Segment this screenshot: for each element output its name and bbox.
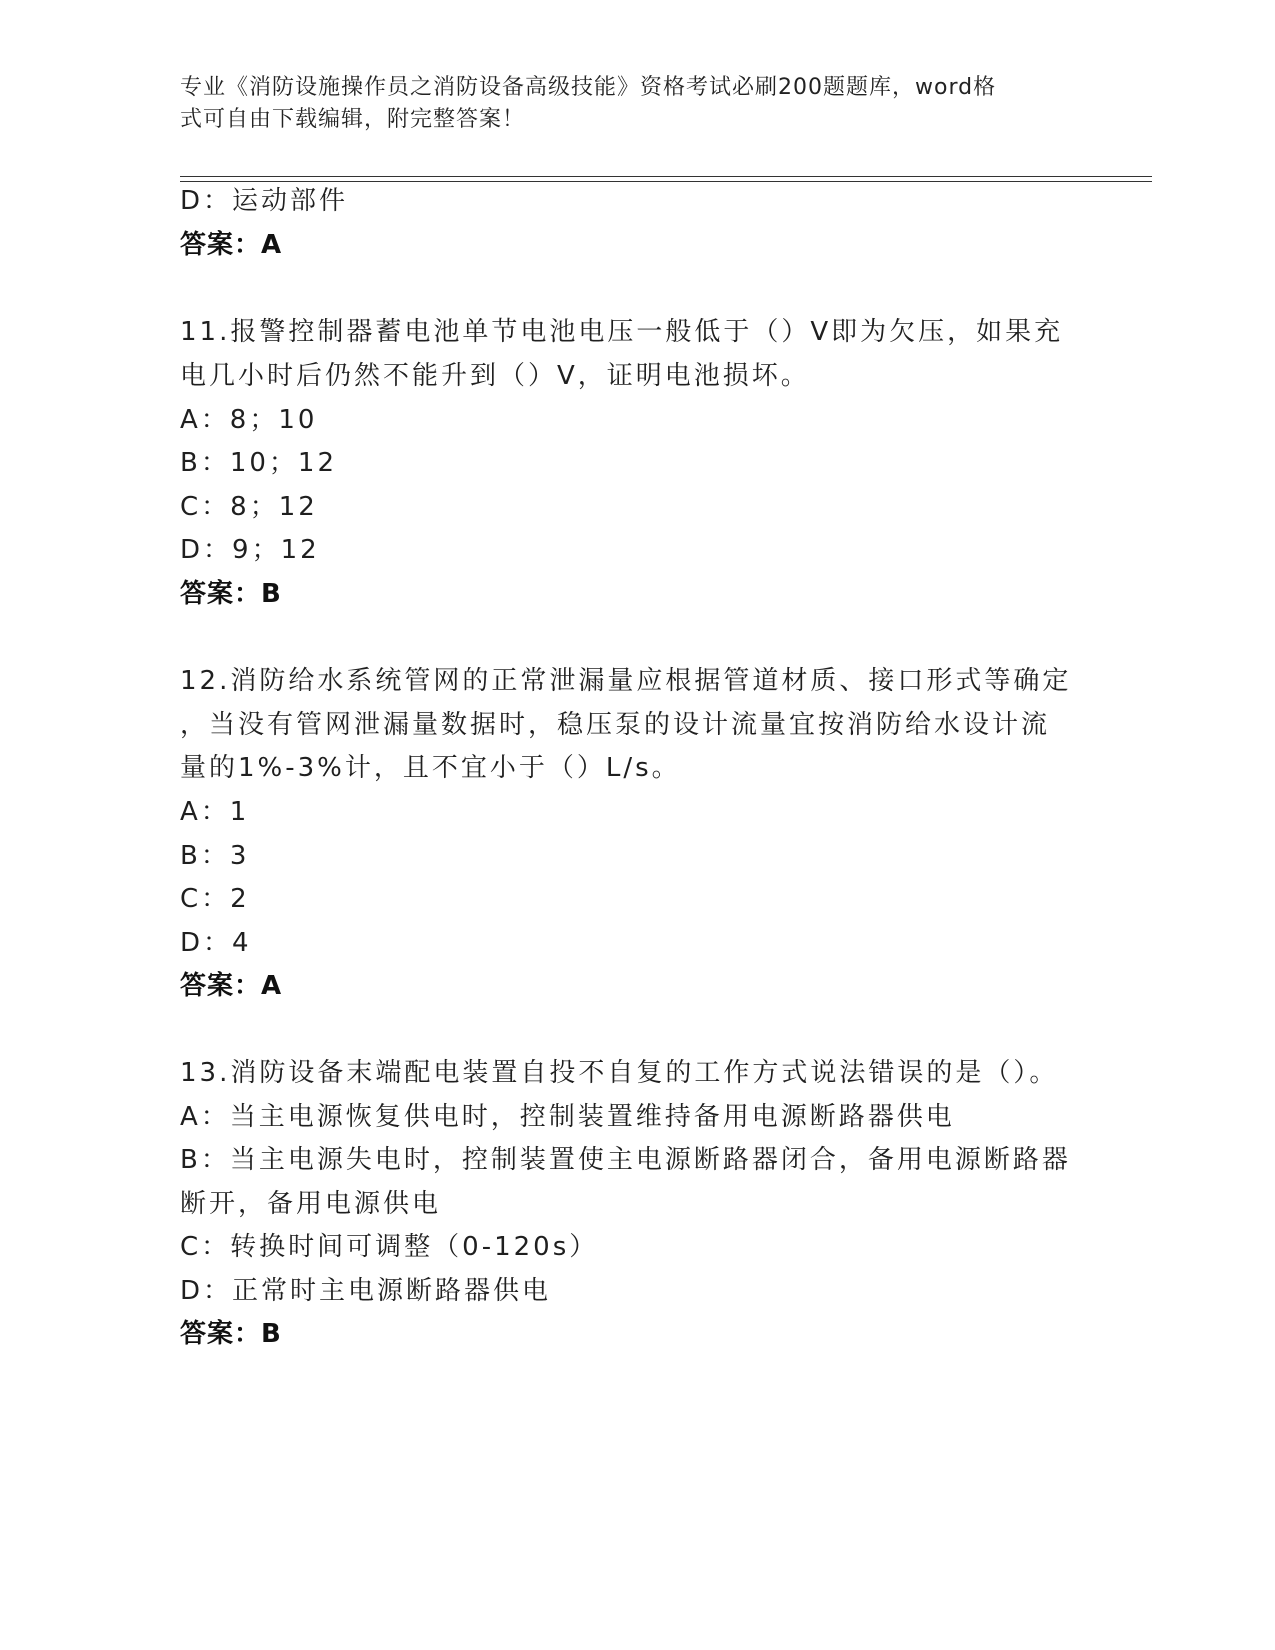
q12-option-a: A：1 <box>180 797 250 827</box>
q13-option-b-line-2: 断开，备用电源供电 <box>180 1189 442 1219</box>
q13-option-a: A：当主电源恢复供电时，控制装置维持备用电源断路器供电 <box>180 1102 955 1132</box>
q13-option-d: D：正常时主电源断路器供电 <box>180 1276 552 1306</box>
q11-option-c: C：8；12 <box>180 492 318 522</box>
header-divider-bottom <box>180 181 1152 182</box>
q10-answer: 答案：A <box>180 230 283 260</box>
header-line-2: 式可自由下载编辑，附完整答案！ <box>180 107 526 132</box>
q11-stem-line-1: 11.报警控制器蓄电池单节电池电压一般低于（）V即为欠压，如果充 <box>180 317 1064 347</box>
q11-option-a: A：8；10 <box>180 405 318 435</box>
q13-stem-line-1: 13.消防设备末端配电装置自投不自复的工作方式说法错误的是（）。 <box>180 1058 1059 1088</box>
q11-option-d: D：9；12 <box>180 535 320 565</box>
q12-answer: 答案：A <box>180 971 283 1001</box>
q11-stem-line-2: 电几小时后仍然不能升到（）V，证明电池损坏。 <box>180 361 810 391</box>
q12-stem-line-1: 12.消防给水系统管网的正常泄漏量应根据管道材质、接口形式等确定 <box>180 666 1072 696</box>
header-line-1: 专业《消防设施操作员之消防设备高级技能》资格考试必刷200题题库，word格 <box>180 75 997 100</box>
q11-option-b: B：10；12 <box>180 448 338 478</box>
header-divider-top <box>180 176 1152 177</box>
q12-stem-line-2: ，当没有管网泄漏量数据时，稳压泵的设计流量宜按消防给水设计流 <box>180 710 1051 740</box>
q13-answer: 答案：B <box>180 1319 282 1349</box>
q13-option-c: C：转换时间可调整（0-120s） <box>180 1232 599 1262</box>
q12-option-d: D：4 <box>180 928 252 958</box>
q12-option-b: B：3 <box>180 841 250 871</box>
q12-stem-line-3: 量的1%-3%计，且不宜小于（）L/s。 <box>180 753 681 783</box>
document-header <box>180 72 1060 136</box>
q12-option-c: C：2 <box>180 884 250 914</box>
q11-answer: 答案：B <box>180 579 282 609</box>
q10-option-d: D：运动部件 <box>180 186 349 216</box>
q13-option-b-line-1: B：当主电源失电时，控制装置使主电源断路器闭合，备用电源断路器 <box>180 1145 1071 1175</box>
